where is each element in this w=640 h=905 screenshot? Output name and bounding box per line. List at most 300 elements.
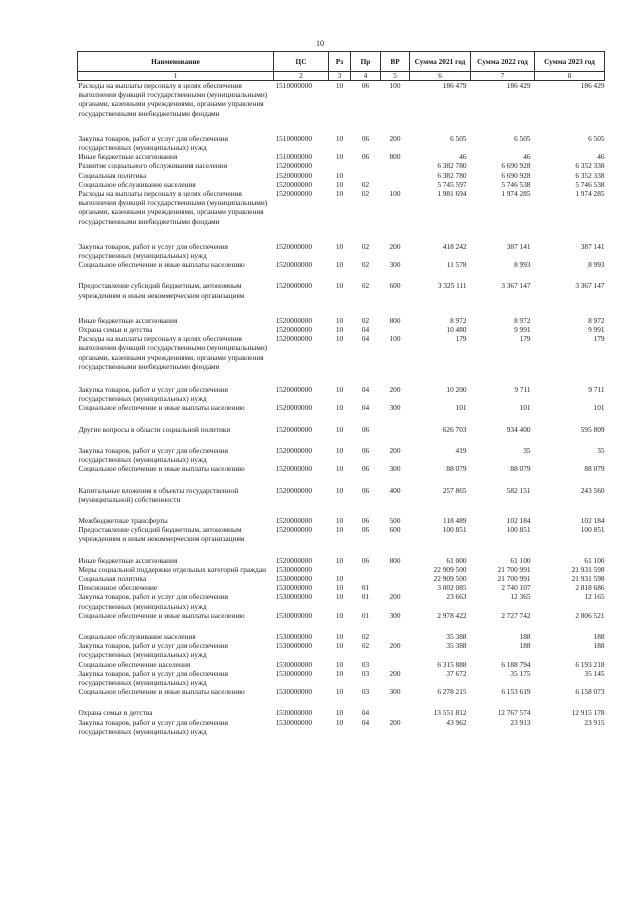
- row-cs: 1520000000: [275, 315, 312, 325]
- row-vr: 300: [389, 403, 401, 413]
- row-vr: [381, 180, 410, 189]
- row-vr: [381, 708, 410, 717]
- table-row: [78, 334, 605, 371]
- row-rz: 10: [335, 152, 344, 162]
- row-sum-2021: 23 663: [446, 592, 467, 602]
- table-row: [78, 486, 605, 504]
- row-sum-2023: 6 193 218: [575, 659, 605, 669]
- row-sum-2021: 100 851: [442, 525, 467, 535]
- row-name: Иные бюджетные ассигнования: [78, 152, 178, 162]
- row-sum-2023: 8 972: [588, 315, 605, 325]
- row-sum-2022: 12 365: [510, 592, 531, 602]
- row-sum-2023: 6 505: [588, 133, 605, 143]
- row-name: Социальное обеспечение и иные выплаты населению: [78, 403, 245, 413]
- row-sum-2021: 2 978 422: [437, 610, 467, 620]
- row-sum-2023: 21 931 598: [571, 564, 605, 574]
- row-sum-2022: 46: [523, 152, 531, 162]
- row-sum-2021: 6 315 888: [437, 659, 467, 669]
- row-pr: 04: [361, 708, 370, 718]
- row-sum-2022: 9 711: [514, 385, 531, 395]
- row-sum-2021: 43 962: [446, 717, 467, 727]
- table-body: [78, 81, 605, 736]
- row-sum-2023: 6 352 338: [575, 161, 605, 171]
- table-row: [78, 525, 605, 543]
- row-spacer: [78, 504, 605, 516]
- row-name: Иные бюджетные ассигнования: [78, 555, 178, 565]
- row-pr: 06: [361, 464, 370, 474]
- row-cs: 1530000000: [275, 668, 312, 678]
- row-pr: [351, 161, 381, 170]
- row-sum-2021: 179: [455, 334, 467, 344]
- row-name: Закупка товаров, работ и услуг для обеспечения государственных (муниципальных) нужд: [78, 241, 228, 261]
- table-row: [78, 632, 605, 641]
- row-vr: 200: [389, 717, 401, 727]
- row-sum-2022: 9 991: [514, 325, 531, 335]
- row-spacer: [78, 544, 605, 556]
- row-sum-2023: 595 809: [580, 424, 605, 434]
- row-name: Закупка товаров, работ и услуг для обеспечения государственных (муниципальных) нужд: [78, 668, 228, 687]
- row-sum-2021: 6 382 780: [437, 170, 467, 180]
- row-rz: 10: [335, 81, 344, 90]
- row-sum-2021: 35 388: [446, 641, 467, 651]
- row-name: Иные бюджетные ассигнования: [78, 315, 178, 325]
- row-sum-2022: 2 740 107: [501, 583, 531, 593]
- row-cs: 1520000000: [275, 325, 312, 335]
- row-sum-2022: 12 767 574: [497, 708, 531, 718]
- table-row: [78, 189, 605, 226]
- row-cs: 1520000000: [275, 424, 312, 434]
- row-pr: [351, 574, 381, 583]
- row-sum-2022: 2 727 742: [501, 610, 531, 620]
- header-cs: ЦС: [274, 52, 329, 72]
- row-cs: 1520000000: [275, 515, 312, 525]
- row-name: Капитальные вложения в объекты государственной (муниципальной) собственности: [78, 485, 239, 504]
- row-name: Расходы на выплаты персоналу в целях обеспечения выполнения функций государственными (муниципальными) органами, казенными учреждениями, органами управления государственными внебюджетными фондами: [78, 189, 268, 226]
- row-rz: 10: [335, 555, 344, 565]
- row-cs: 1520000000: [275, 179, 312, 189]
- table-row: [78, 180, 605, 189]
- row-vr: [381, 161, 410, 170]
- row-sum-2021: 46: [459, 152, 467, 162]
- row-name: Закупка товаров, работ и услуг для обеспечения государственных (муниципальных) нужд: [78, 717, 228, 736]
- row-sum-2022: 61 100: [510, 555, 531, 565]
- row-name: Меры социальной поддержки отдельных категорий граждан: [78, 564, 267, 574]
- row-rz: [329, 565, 351, 574]
- row-sum-2021: 257 865: [442, 485, 467, 495]
- row-sum-2023: 9 991: [588, 325, 605, 335]
- row-cs: 1520000000: [275, 281, 312, 291]
- row-cs: 1530000000: [275, 708, 312, 718]
- row-cs: 1520000000: [275, 170, 312, 180]
- row-sum-2023: 12 165: [584, 592, 605, 602]
- row-pr: 06: [361, 133, 370, 143]
- row-pr: 02: [361, 315, 370, 325]
- page-number: 10: [316, 39, 324, 48]
- row-pr: 06: [361, 81, 370, 90]
- row-spacer: [78, 371, 605, 385]
- row-sum-2022: 188: [519, 631, 531, 641]
- row-sum-2022: 6 153 619: [501, 687, 531, 697]
- row-sum-2022: 6 690 928: [501, 170, 531, 180]
- column-number: 2: [274, 72, 329, 81]
- row-pr: [351, 171, 381, 180]
- row-cs: 1520000000: [275, 189, 312, 199]
- row-sum-2022: 6 505: [514, 133, 531, 143]
- table-row: [78, 242, 605, 260]
- row-sum-2021: 118 489: [443, 515, 467, 525]
- row-sum-2022: 1 974 285: [501, 189, 531, 199]
- row-sum-2023: 1 974 285: [575, 189, 605, 199]
- row-sum-2023: 6 352 338: [575, 170, 605, 180]
- row-sum-2022: 102 184: [506, 515, 531, 525]
- row-rz: 10: [335, 464, 344, 474]
- table-header-row: [78, 52, 605, 72]
- table-row: [78, 325, 605, 334]
- column-number: 7: [471, 72, 535, 81]
- table-row: [78, 660, 605, 669]
- row-pr: 03: [361, 687, 370, 697]
- table-row: [78, 556, 605, 565]
- row-sum-2021: 3 325 111: [437, 281, 467, 291]
- row-name: Социальное обслуживание населения: [78, 631, 196, 641]
- table-row: [78, 171, 605, 180]
- row-vr: 300: [389, 260, 401, 270]
- row-rz: 10: [335, 573, 344, 583]
- row-rz: 10: [335, 583, 344, 593]
- row-pr: 04: [361, 325, 370, 335]
- row-pr: 01: [361, 610, 370, 620]
- header-vr: ВР: [381, 52, 410, 72]
- row-sum-2021: 5 745 597: [437, 179, 467, 189]
- row-sum-2023: 88 079: [584, 464, 605, 474]
- row-vr: 100: [389, 334, 401, 344]
- row-rz: 10: [335, 281, 344, 291]
- table-row: [78, 446, 605, 464]
- row-sum-2022: 5 746 538: [501, 179, 531, 189]
- row-rz: 10: [335, 668, 344, 678]
- row-name: Закупка товаров, работ и услуг для обеспечения государственных (муниципальных) нужд: [78, 592, 228, 611]
- row-name: Расходы на выплаты персоналу в целях обеспечения выполнения функций государственными (муниципальными) органами, казенными учреждениями, органами управления государственными внебюджетными фондами: [78, 334, 268, 371]
- row-rz: 10: [335, 659, 344, 669]
- row-name: Закупка товаров, работ и услуг для обеспечения государственных (муниципальных) нужд: [78, 385, 228, 404]
- row-cs: 1510000000: [275, 81, 312, 90]
- row-name: Социальное обеспечение и иные выплаты населению: [78, 610, 245, 620]
- row-vr: 500: [389, 515, 401, 525]
- row-vr: 300: [389, 464, 401, 474]
- row-name: Развитие социального обслуживания населения: [78, 161, 228, 171]
- row-name: Социальное обслуживание населения: [78, 179, 196, 189]
- row-rz: 10: [335, 334, 344, 344]
- row-cs: 1520000000: [275, 485, 312, 495]
- row-sum-2022: 934 400: [506, 424, 531, 434]
- column-number: 6: [410, 72, 471, 81]
- row-sum-2021: 22 909 500: [433, 564, 467, 574]
- row-spacer: [78, 620, 605, 632]
- row-cs: 1530000000: [275, 687, 312, 697]
- row-sum-2022: 186 429: [506, 81, 531, 90]
- header-2022: Сумма 2022 год: [471, 52, 535, 72]
- row-rz: 10: [335, 241, 344, 251]
- row-pr: 02: [361, 281, 370, 291]
- row-sum-2021: 88 079: [446, 464, 467, 474]
- row-name: Предоставление субсидий бюджетным, автономным учреждениям и иным некоммерческим организациям: [78, 525, 245, 544]
- row-sum-2023: 6 158 073: [575, 687, 605, 697]
- table-row: [78, 134, 605, 152]
- row-pr: 02: [361, 179, 370, 189]
- row-spacer: [78, 434, 605, 446]
- row-rz: 10: [335, 515, 344, 525]
- row-vr: 300: [389, 687, 401, 697]
- row-name: Пенсионное обеспечение: [78, 583, 158, 593]
- row-sum-2023: 3 367 147: [575, 281, 605, 291]
- row-vr: 200: [389, 241, 401, 251]
- row-vr: [381, 574, 410, 583]
- row-sum-2022: 6 690 928: [501, 161, 531, 171]
- row-cs: 1520000000: [275, 555, 312, 565]
- row-sum-2023: 5 746 538: [575, 179, 605, 189]
- row-sum-2022: 23 913: [510, 717, 531, 727]
- row-cs: 1530000000: [275, 631, 312, 641]
- row-vr: 200: [389, 385, 401, 395]
- row-vr: [381, 565, 410, 574]
- row-rz: 10: [335, 325, 344, 335]
- row-cs: 1530000000: [275, 564, 312, 574]
- row-pr: 01: [361, 592, 370, 602]
- row-spacer: [78, 474, 605, 486]
- row-pr: 06: [361, 152, 370, 162]
- row-rz: 10: [335, 631, 344, 641]
- row-sum-2023: 2 806 521: [575, 610, 605, 620]
- row-pr: 01: [361, 583, 370, 593]
- table-row: [78, 152, 605, 161]
- row-sum-2021: 8 972: [450, 315, 467, 325]
- row-pr: 06: [361, 485, 370, 495]
- row-sum-2022: 8 993: [514, 260, 531, 270]
- row-name: Расходы на выплаты персоналу в целях обеспечения выполнения функций государственными (муниципальными) органами, казенными учреждениями, органами управления государственными внебюджетными фондами: [78, 81, 268, 118]
- row-sum-2023: 188: [593, 641, 605, 651]
- row-spacer: [78, 696, 605, 708]
- row-sum-2021: 6 382 780: [437, 161, 467, 171]
- row-sum-2021: 37 672: [446, 668, 467, 678]
- row-sum-2022: 100 851: [506, 525, 531, 535]
- row-sum-2021: 6 505: [450, 133, 467, 143]
- table-row: [78, 669, 605, 687]
- row-vr: [381, 660, 410, 669]
- row-name: Предоставление субсидий бюджетным, автономным учреждениям и иным некоммерческим организациям: [78, 281, 245, 300]
- row-cs: 1520000000: [275, 241, 312, 251]
- row-sum-2021: 101: [455, 403, 467, 413]
- row-rz: 10: [335, 641, 344, 651]
- row-pr: 06: [361, 515, 370, 525]
- row-spacer: [78, 226, 605, 242]
- row-sum-2023: 101: [593, 403, 605, 413]
- row-sum-2021: 35 388: [446, 631, 467, 641]
- row-spacer: [78, 118, 605, 134]
- row-name: Закупка товаров, работ и услуг для обеспечения государственных (муниципальных) нужд: [78, 445, 228, 465]
- header-2023: Сумма 2023 год: [535, 52, 605, 72]
- row-sum-2023: 186 429: [580, 81, 605, 90]
- row-sum-2022: 88 079: [510, 464, 531, 474]
- row-pr: 04: [361, 334, 370, 344]
- row-sum-2021: 61 000: [446, 555, 467, 565]
- row-vr: 100: [389, 81, 401, 90]
- row-cs: 1520000000: [275, 525, 312, 535]
- row-vr: 400: [389, 485, 401, 495]
- row-pr: 02: [361, 631, 370, 641]
- row-vr: 600: [389, 281, 401, 291]
- row-cs: 1510000000: [275, 152, 312, 162]
- row-vr: 200: [389, 641, 401, 651]
- column-number: 4: [351, 72, 381, 81]
- row-sum-2021: 186 479: [442, 81, 467, 90]
- table-row: [78, 565, 605, 574]
- column-number: 3: [329, 72, 351, 81]
- row-vr: 200: [389, 445, 401, 455]
- table-row: [78, 516, 605, 525]
- row-pr: 02: [361, 189, 370, 199]
- row-cs: 1530000000: [275, 583, 312, 593]
- table-row: [78, 687, 605, 696]
- row-cs: 1510000000: [275, 133, 312, 143]
- header-pr: Пр: [351, 52, 381, 72]
- row-cs: 1530000000: [275, 641, 312, 651]
- row-sum-2021: 3 002 085: [437, 583, 467, 593]
- row-sum-2021: 418 242: [442, 241, 467, 251]
- row-sum-2023: 243 560: [580, 485, 605, 495]
- row-sum-2021: 10 200: [446, 385, 467, 395]
- column-number: 8: [535, 72, 605, 81]
- row-name: Закупка товаров, работ и услуг для обеспечения государственных (муниципальных) нужд: [78, 641, 228, 660]
- table-row: [78, 403, 605, 412]
- row-vr: [381, 425, 410, 434]
- row-spacer: [78, 413, 605, 425]
- row-rz: 10: [335, 592, 344, 602]
- row-sum-2023: 8 993: [588, 260, 605, 270]
- row-sum-2021: 419: [455, 445, 467, 455]
- row-cs: 1520000000: [275, 385, 312, 395]
- row-rz: 10: [335, 179, 344, 189]
- row-rz: 10: [335, 445, 344, 455]
- row-sum-2023: 188: [593, 631, 605, 641]
- row-cs: 1520000000: [275, 464, 312, 474]
- row-sum-2022: 188: [519, 641, 531, 651]
- row-sum-2022: 35: [523, 445, 531, 455]
- row-rz: 10: [335, 133, 344, 143]
- row-rz: 10: [335, 385, 344, 395]
- row-vr: 300: [389, 610, 401, 620]
- table-row: [78, 464, 605, 473]
- row-sum-2023: 21 931 598: [571, 573, 605, 583]
- table-row: [78, 583, 605, 592]
- row-sum-2022: 582 151: [506, 485, 531, 495]
- row-sum-2023: 387 141: [580, 241, 605, 251]
- row-sum-2021: 11 578: [446, 260, 467, 270]
- row-pr: 02: [361, 641, 370, 651]
- row-sum-2023: 35: [597, 445, 605, 455]
- row-cs: 1530000000: [275, 592, 312, 602]
- table-row: [78, 718, 605, 736]
- row-cs: 1520000000: [275, 260, 312, 270]
- row-vr: 200: [389, 668, 401, 678]
- row-sum-2023: 100 851: [580, 525, 605, 535]
- row-name: Другие вопросы в области социальной политики: [78, 424, 231, 434]
- row-rz: 10: [335, 189, 344, 199]
- table-row: [78, 574, 605, 583]
- row-vr: 100: [389, 189, 401, 199]
- row-vr: 800: [389, 555, 401, 565]
- row-sum-2022: 6 188 794: [501, 659, 531, 669]
- row-pr: 03: [361, 659, 370, 669]
- row-name: Закупка товаров, работ и услуг для обеспечения государственных (муниципальных) нужд: [78, 133, 228, 153]
- row-cs: 1520000000: [275, 403, 312, 413]
- row-vr: 200: [389, 592, 401, 602]
- row-vr: 800: [389, 315, 401, 325]
- table-row: [78, 641, 605, 659]
- row-sum-2022: 179: [519, 334, 531, 344]
- row-sum-2023: 61 100: [584, 555, 605, 565]
- row-name: Социальное обеспечение и иные выплаты населению: [78, 464, 245, 474]
- row-pr: 03: [361, 668, 370, 678]
- header-name: Наименование: [78, 52, 274, 72]
- row-rz: 10: [335, 708, 344, 718]
- row-name: Социальная политика: [78, 170, 147, 180]
- column-number: 1: [78, 72, 274, 81]
- row-name: Охрана семьи и детства: [78, 325, 153, 335]
- row-sum-2023: 9 711: [588, 385, 605, 395]
- row-vr: 200: [389, 133, 401, 143]
- row-name: Социальное обеспечение и иные выплаты населению: [78, 687, 245, 697]
- row-sum-2022: 35 175: [510, 668, 531, 678]
- row-vr: [381, 583, 410, 592]
- table-row: [78, 161, 605, 170]
- row-sum-2023: 179: [593, 334, 605, 344]
- header-2021: Сумма 2021 год: [410, 52, 471, 72]
- row-sum-2023: 23 915: [584, 717, 605, 727]
- row-sum-2022: 387 141: [506, 241, 531, 251]
- row-sum-2023: 2 818 686: [575, 583, 605, 593]
- table-row: [78, 81, 605, 118]
- row-cs: 1530000000: [275, 610, 312, 620]
- row-sum-2022: 8 972: [514, 315, 531, 325]
- row-rz: 10: [335, 525, 344, 535]
- row-rz: 10: [335, 424, 344, 434]
- table-row: [78, 425, 605, 434]
- budget-table: [77, 51, 605, 736]
- row-pr: 04: [361, 403, 370, 413]
- row-sum-2023: 12 915 178: [571, 708, 605, 718]
- row-vr: 600: [389, 525, 401, 535]
- row-pr: 06: [361, 525, 370, 535]
- row-pr: 06: [361, 555, 370, 565]
- row-sum-2022: 21 700 991: [497, 573, 531, 583]
- row-cs: 1530000000: [275, 717, 312, 727]
- row-pr: [351, 565, 381, 574]
- row-rz: 10: [335, 170, 344, 180]
- row-sum-2021: 1 981 694: [437, 189, 467, 199]
- row-sum-2021: 22 909 500: [433, 573, 467, 583]
- row-rz: 10: [335, 260, 344, 270]
- row-sum-2021: 10 480: [446, 325, 467, 335]
- row-cs: 1520000000: [275, 161, 312, 171]
- table-row: [78, 611, 605, 620]
- row-rz: 10: [335, 717, 344, 727]
- row-pr: 06: [361, 424, 370, 434]
- row-rz: 10: [335, 610, 344, 620]
- row-name: Социальное обеспечение и иные выплаты населению: [78, 260, 245, 270]
- row-sum-2021: 13 551 812: [433, 708, 467, 718]
- row-sum-2023: 102 184: [580, 515, 605, 525]
- row-vr: [381, 325, 410, 334]
